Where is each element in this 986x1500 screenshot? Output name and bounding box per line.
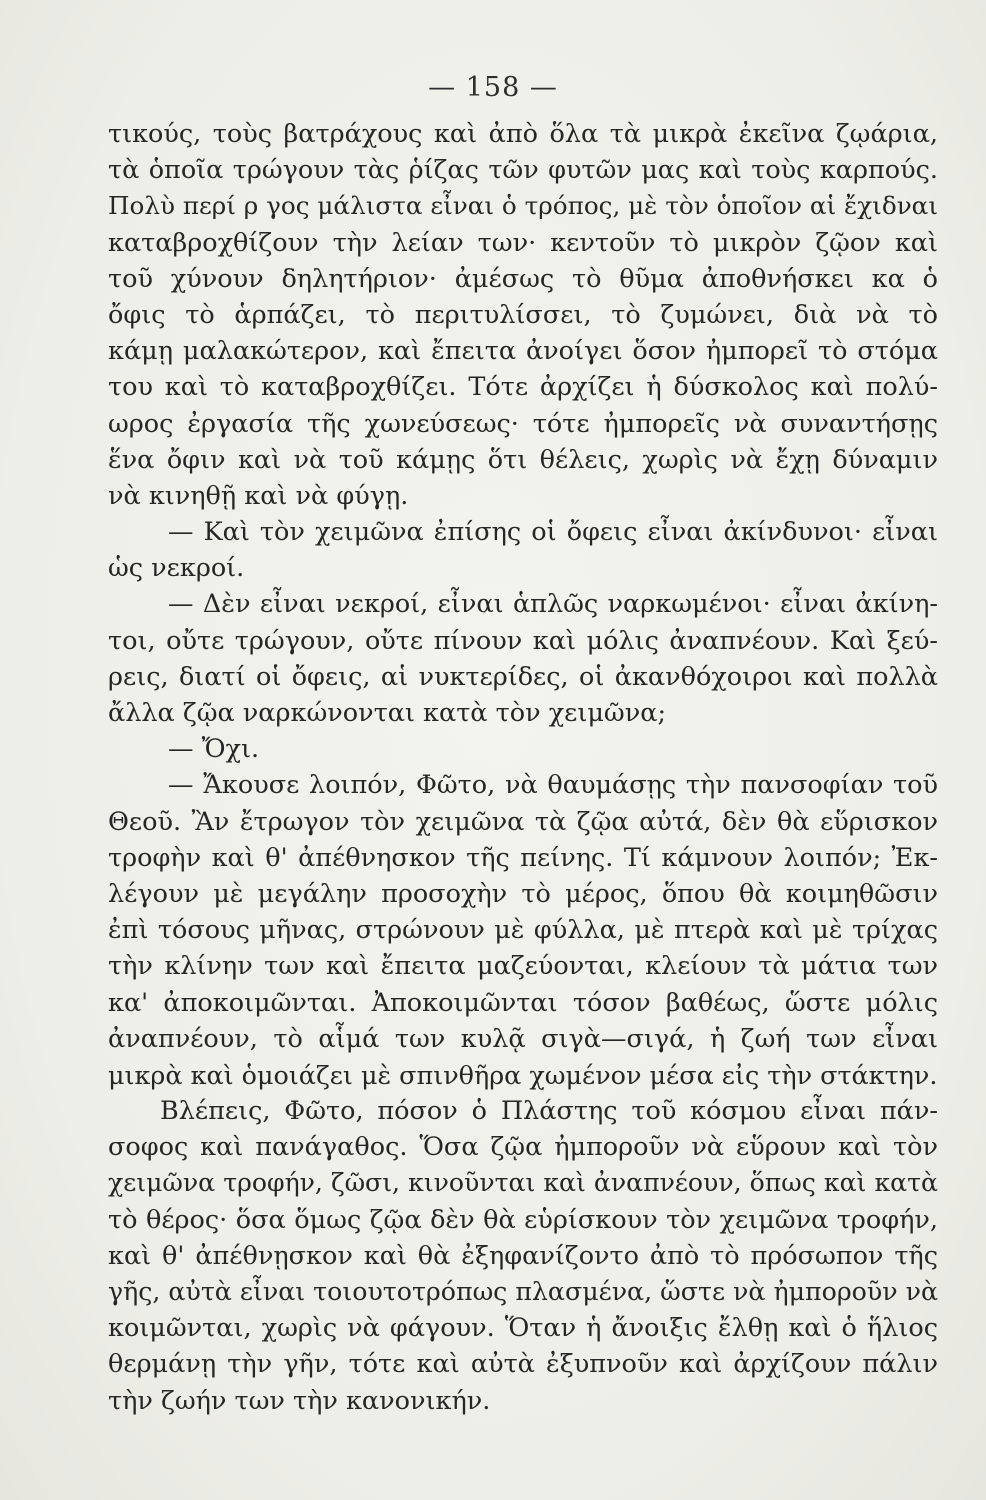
text-line: Θεοῦ. Ἂν ἔτρωγον τὸν χειμῶνα τὰ ζῷα αὐτά, δὲν θὰ εὕρισκον	[108, 806, 938, 837]
text-line: θερμάνῃ τὴν γῆν, τότε καὶ αὐτὰ ἐξυπνοῦν καὶ ἀρχίζουν πάλιν	[108, 1349, 938, 1380]
text-line: τὴν κλίνην των καὶ ἔπειτα μαζεύονται, κλείουν τὰ μάτια των	[108, 951, 938, 982]
text-line: τικούς, τοὺς βατράχους καὶ ἀπὸ ὅλα τὰ μικρὰ ἐκεῖνα ζῳάρια,	[108, 119, 938, 149]
text-line: τὸ θέρος· ὅσα ὅμως ζῷα δὲν θὰ εὑρίσκουν τὸν χειμῶνα τροφήν,	[108, 1204, 938, 1235]
text-line: χειμῶνα τροφήν, ζῶσι, κινοῦνται καὶ ἀναπνέουν, ὅπως καὶ κατὰ	[108, 1168, 938, 1198]
text-line: Βλέπεις, Φῶτο, πόσον ὁ Πλάστης τοῦ κόσμου εἶναι πάν-	[160, 1096, 938, 1127]
text-line: ἀναπνέουν, τὸ αἷμά των κυλᾷ σιγὰ—σιγά, ἡ ζωή των εἶναι	[108, 1023, 938, 1054]
text-line: — Καὶ τὸν χειμῶνα ἐπίσης οἱ ὄφεις εἶναι ἀκίνδυνοι· εἶναι	[168, 517, 938, 548]
text-line: καὶ θ' ἀπέθνῃσκον καὶ θὰ ἐξηφανίζοντο ἀπὸ τὸ πρόσωπον τῆς	[108, 1240, 938, 1271]
text-line: λέγουν μὲ μεγάλην προσοχὴν τὸ μέρος, ὅπου θὰ κοιμηθῶσιν	[108, 878, 938, 909]
text-line: Πολὺ περί ρ γος μάλιστα εἶναι ὁ τρόπος, μὲ τὸν ὁποῖον αἱ ἔχιδναι	[108, 191, 938, 221]
page-number: — 158 —	[428, 72, 558, 103]
body-text	[108, 116, 938, 1419]
text-line: τοι, οὔτε τρώγουν, οὔτε πίνουν καὶ μόλις ἀναπνέουν. Καὶ ξεύ-	[108, 625, 938, 656]
text-line: κάμῃ μαλακώτερον, καὶ ἔπειτα ἀνοίγει ὅσον ἠμπορεῖ τὸ στόμα	[108, 336, 938, 367]
text-line: — Ὄχι.	[168, 734, 260, 765]
text-line: ἐπὶ τόσους μῆνας, στρώνουν μὲ φύλλα, μὲ πτερὰ καὶ μὲ τρίχας	[108, 915, 938, 946]
text-line: ωρος ἐργασία τῆς χωνεύσεως· τότε ἠμπορεῖς νὰ συναντήσῃς	[108, 408, 938, 439]
text-line: τὰ ὁποῖα τρώγουν τὰς ῥίζας τῶν φυτῶν μας καὶ τοὺς καρπούς.	[108, 155, 938, 186]
text-line: τὴν ζωήν των τὴν κανονικήν.	[108, 1385, 491, 1416]
text-line: νὰ κινηθῇ καὶ νὰ φύγῃ.	[108, 480, 409, 511]
text-line: τοῦ χύνουν δηλητήριον· ἀμέσως τὸ θῦμα ἀποθνήσκει κα ὁ	[108, 263, 938, 294]
text-line: γῆς, αὐτὰ εἶναι τοιουτοτρόπως πλασμένα, ὥστε νὰ ἠμποροῦν νὰ	[108, 1277, 938, 1306]
text-line: ὡς νεκροί.	[108, 553, 245, 584]
text-line: ἕνα ὄφιν καὶ νὰ τοῦ κάμῃς ὅτι θέλεις, χωρὶς νὰ ἔχῃ δύναμιν	[108, 444, 938, 475]
text-line: μικρὰ καὶ ὁμοιάζει μὲ σπινθῆρα χωμένον μέσα εἰς τὴν στάκτην.	[108, 1059, 938, 1090]
text-line: ὄφις τὸ ἁρπάζει, τὸ περιτυλίσσει, τὸ ζυμώνει, διὰ νὰ τὸ	[108, 299, 938, 330]
text-line: κα' ἀποκοιμῶνται. Ἀποκοιμῶνται τόσον βαθέως, ὥστε μόλις	[108, 987, 938, 1018]
text-line: του καὶ τὸ καταβροχθίζει. Τότε ἀρχίζει ἡ δύσκολος καὶ πολύ-	[108, 372, 938, 403]
text-line: σοφος καὶ πανάγαθος. Ὅσα ζῷα ἠμποροῦν νὰ εὕρουν καὶ τὸν	[108, 1132, 938, 1163]
text-line: τροφὴν καὶ θ' ἀπέθνησκον τῆς πείνης. Τί κάμνουν λοιπόν; Ἐκ-	[108, 842, 938, 873]
text-line: — Ἄκουσε λοιπόν, Φῶτο, νὰ θαυμάσῃς τὴν πανσοφίαν τοῦ	[168, 770, 938, 801]
text-line: κοιμῶνται, χωρὶς νὰ φάγουν. Ὅταν ἡ ἄνοιξις ἔλθῃ καὶ ὁ ἥλιος	[108, 1313, 938, 1344]
text-line: ἄλλα ζῷα ναρκώνονται κατὰ τὸν χειμῶνα;	[108, 698, 667, 728]
text-line: — Δὲν εἶναι νεκροί, εἶναι ἁπλῶς ναρκωμένοι· εἶναι ἀκίνη-	[168, 589, 938, 620]
text-line: ρεις, διατί οἱ ὄφεις, αἱ νυκτερίδες, οἱ ἀκανθόχοιροι καὶ πολλὰ	[108, 661, 938, 692]
text-line: καταβροχθίζουν τὴν λείαν των· κεντοῦν τὸ μικρὸν ζῷον καὶ	[108, 227, 938, 258]
